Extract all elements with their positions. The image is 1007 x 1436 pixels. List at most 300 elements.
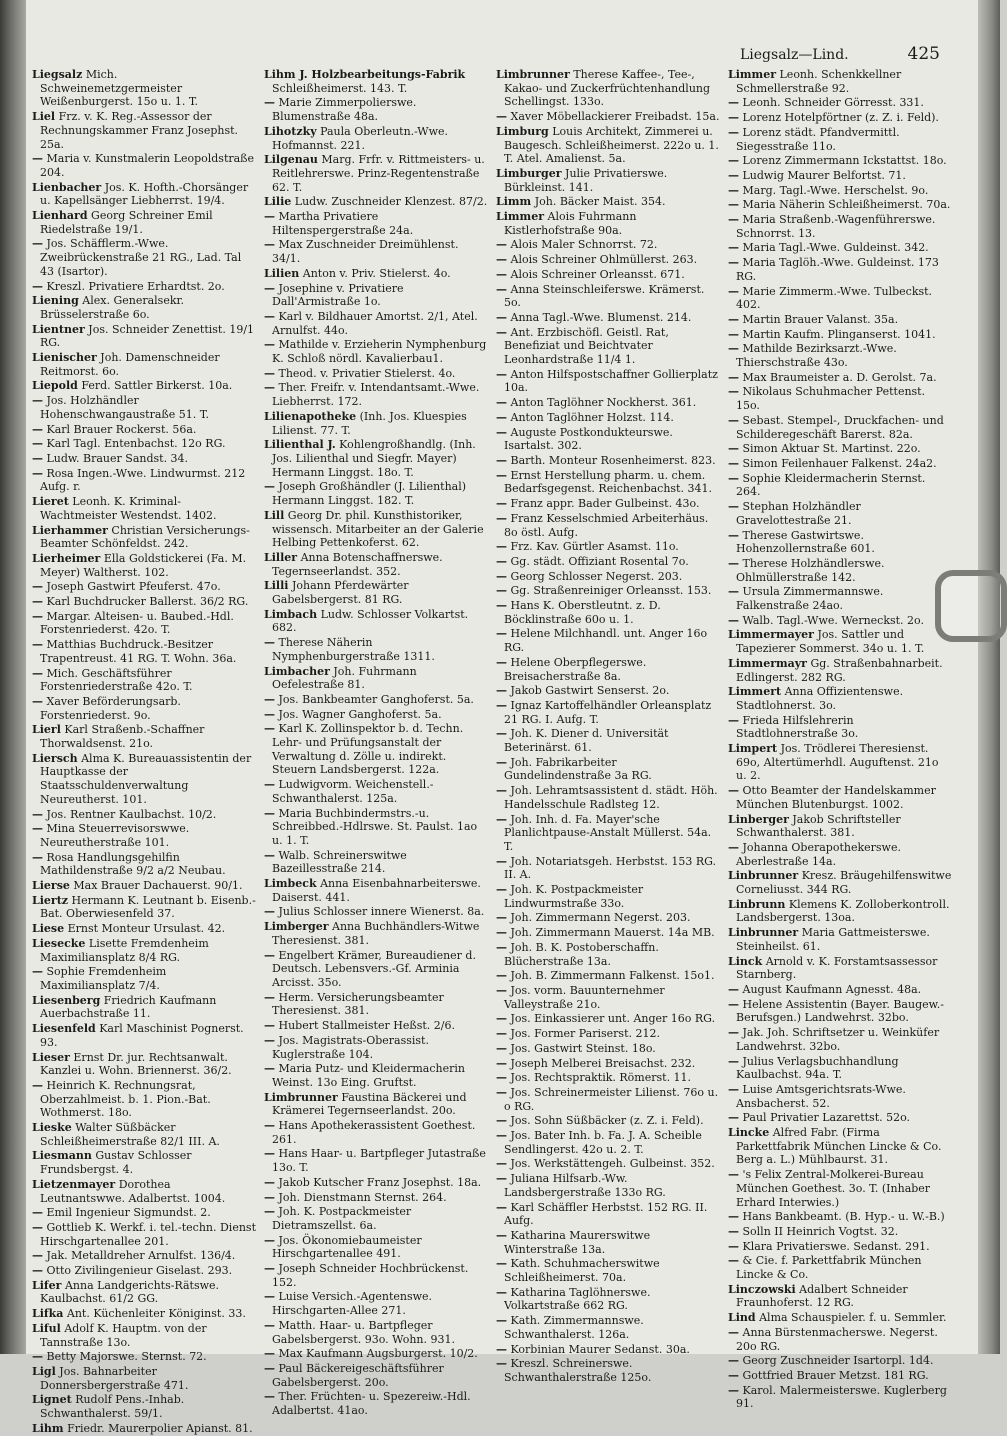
directory-entry: [728, 926, 952, 953]
entry-details: Karl Brauer Rockerst. 56a.: [46, 422, 197, 436]
directory-entry: [496, 311, 720, 325]
directory-entry: [32, 937, 256, 964]
entry-details: Ther. Freifr. v. Intendantsamt.-Wwe. Liebherrst. 172.: [272, 381, 480, 409]
entry-details: Maria Tagl.-Wwe. Guldeinst. 342.: [742, 241, 929, 255]
entry-details: Franz appr. Bader Gulbeinst. 43o.: [510, 497, 700, 511]
entry-details: Joseph Melberei Breisachst. 232.: [510, 1056, 696, 1070]
entry-details: Katharina Taglöhnerswe. Volkartstraße 662 RG.: [504, 1285, 651, 1313]
directory-entry: [32, 1365, 256, 1392]
directory-entry: [32, 1279, 256, 1306]
entry-surname: —: [264, 1190, 275, 1204]
directory-entry: [264, 267, 488, 281]
directory-entry: [496, 584, 720, 598]
book-binding-shadow: [0, 0, 26, 1354]
entry-details: Jos. Bater Inh. b. Fa. J. A. Scheible Sendlingerst. 42o u. 2. T.: [504, 1129, 702, 1156]
entry-details: Helene Oberpflegerswe. Breisacherstraße 8a.: [504, 655, 647, 683]
entry-surname: —: [32, 279, 43, 293]
directory-entry: [728, 784, 952, 811]
entry-details: Jos. Werkstättengeh. Gulbeinst. 352.: [510, 1157, 715, 1171]
entry-surname: —: [728, 1026, 739, 1040]
entry-details: Julius Verlagsbuchhandlung Kaulbachst. 94a. T.: [736, 1054, 899, 1082]
entry-surname: —: [496, 453, 507, 467]
directory-entry: [728, 169, 952, 183]
entry-details: Friedr. Maurerpolier Apianst. 81.: [67, 1421, 253, 1435]
entry-details: Martin Kaufm. Plinganserst. 1041.: [742, 327, 936, 341]
entry-details: Joh. Damenschneider Reitmorst. 6o.: [40, 351, 220, 378]
directory-entry: [496, 855, 720, 882]
entry-surname: —: [728, 413, 739, 427]
entry-surname: Liepold: [32, 379, 78, 393]
directory-entry: [728, 813, 952, 840]
entry-surname: —: [496, 755, 507, 769]
entry-details: Rosa Ingen.-Wwe. Lindwurmst. 212 Aufg. r.: [40, 466, 246, 494]
entry-surname: —: [496, 1157, 507, 1171]
entry-surname: —: [728, 784, 739, 798]
entry-surname: —: [264, 722, 275, 736]
entry-details: Maria Putz- und Kleidermacherin Weinst. 13o Eing. Gruftst.: [272, 1062, 465, 1089]
directory-entry: [264, 778, 488, 805]
entry-surname: —: [264, 1033, 275, 1047]
entry-details: Frz. v. K. Reg.-Assessor der Rechnungskammer Franz Josephst. 25a.: [40, 110, 239, 151]
directory-entry: [728, 1026, 952, 1053]
entry-surname: —: [496, 325, 507, 339]
entry-surname: —: [728, 1325, 739, 1339]
page-header: [740, 44, 940, 64]
entry-surname: —: [728, 256, 739, 270]
directory-entry: [264, 1176, 488, 1190]
directory-entry: [496, 941, 720, 968]
entry-surname: Lierhammer: [32, 523, 108, 537]
entry-surname: —: [264, 381, 275, 395]
entry-surname: —: [496, 1342, 507, 1356]
entry-surname: —: [496, 1228, 507, 1242]
directory-entry: [264, 96, 488, 123]
entry-surname: Lieret: [32, 495, 69, 509]
directory-entry: [496, 1129, 720, 1156]
directory-entry: [496, 396, 720, 410]
entry-details: & Cie. f. Parkettfabrik München Lincke & Co.: [736, 1254, 922, 1282]
entry-surname: Lihm J. Holzbearbeitungs-Fabrik: [264, 68, 466, 81]
entry-details: Jos. vorm. Bauunternehmer Valleystraße 21o.: [504, 984, 665, 1011]
entry-surname: —: [728, 198, 739, 212]
entry-details: Jak. Joh. Schriftsetzer u. Weinküfer Landwehrst. 32bo.: [736, 1026, 940, 1053]
directory-entry: [32, 294, 256, 321]
entry-surname: Limmermayr: [728, 656, 807, 670]
entry-details: Karl Straßenb.-Schaffner Thorwaldsenst. 21o.: [40, 723, 205, 751]
entry-surname: —: [264, 238, 275, 252]
entry-surname: —: [496, 511, 507, 525]
entry-surname: Linbrunn: [728, 897, 786, 911]
entry-surname: —: [496, 698, 507, 712]
entry-surname: —: [496, 497, 507, 511]
entry-surname: Lietzenmayer: [32, 1177, 116, 1191]
directory-entry: [496, 699, 720, 726]
entry-details: Christian Versicherungs-Beamter Schönfeldst. 242.: [40, 523, 250, 551]
entry-surname: —: [264, 636, 275, 650]
running-title: Liegsalz—Lind.: [740, 47, 849, 63]
entry-details: Ludw. Brauer Sandst. 34.: [46, 451, 189, 465]
directory-entry: [264, 579, 488, 606]
entry-details: Kath. Schuhmacherswitwe Schleißheimerst. 70a.: [504, 1257, 660, 1285]
entry-details: Karol. Malermeisterswe. Kuglerberg 91.: [736, 1383, 947, 1411]
entry-details: Jakob Gastwirt Senserst. 2o.: [510, 684, 670, 698]
directory-entry: [32, 110, 256, 151]
directory-entry: [728, 742, 952, 783]
entry-details: Frz. Kav. Gürtler Asamst. 11o.: [510, 540, 679, 554]
directory-entry: [728, 371, 952, 385]
entry-details: Alois Schreiner Ohlmüllerst. 263.: [510, 253, 698, 267]
directory-entry: [496, 813, 720, 854]
directory-entry: [728, 198, 952, 212]
entry-details: Simon Aktuar St. Martinst. 22o.: [742, 442, 921, 456]
directory-entry: [728, 714, 952, 741]
directory-entry: [496, 540, 720, 554]
directory-entry: [32, 1221, 256, 1248]
entry-details: Katharina Maurerswitwe Winterstraße 13a.: [504, 1228, 651, 1256]
entry-surname: Linberger: [728, 812, 789, 826]
entry-details: Hans Bankbeamt. (B. Hyp.- u. W.-B.): [742, 1210, 945, 1224]
directory-entry: [728, 1225, 952, 1239]
entry-details: Sophie Kleidermacherin Sternst. 264.: [736, 471, 926, 499]
entry-surname: —: [264, 1361, 275, 1375]
entry-details: Maria Gattmeisterswe. Steinheilst. 61.: [736, 926, 930, 953]
entry-surname: —: [728, 327, 739, 341]
entry-surname: —: [32, 694, 43, 708]
directory-entry: [264, 1290, 488, 1317]
entry-details: Jos. Wagner Ganghoferst. 5a.: [278, 707, 442, 721]
directory-entry: [264, 1119, 488, 1146]
entry-surname: Limburger: [496, 166, 562, 180]
entry-details: Joseph Großhändler (J. Lilienthal) Hermann Linggst. 182. T.: [272, 480, 467, 508]
directory-entry: [32, 351, 256, 378]
entry-details: Maria Buchbindermstrs.-u. Schreibbed.-Hdlrswe. St. Paulst. 1ao u. 1. T.: [272, 806, 478, 847]
entry-details: August Kaufmann Agnesst. 48a.: [742, 983, 922, 996]
entry-details: Joh. B. K. Postoberschaffn. Blücherstraße 13a.: [504, 940, 659, 968]
directory-entry: [32, 495, 256, 522]
entry-surname: —: [32, 394, 43, 408]
entry-details: Alma K. Bureauassistentin der Hauptkasse der Staatsschuldenverwaltung Neureutherst. 101.: [40, 751, 252, 806]
entry-details: Jos. Gastwirt Steinst. 18o.: [510, 1041, 656, 1055]
directory-entry: [496, 984, 720, 1011]
entry-surname: —: [496, 267, 507, 281]
directory-entry: [264, 1347, 488, 1361]
entry-details: Walb. Tagl.-Wwe. Werneckst. 2o.: [742, 613, 924, 627]
directory-entry: [264, 665, 488, 692]
directory-entry: [496, 1201, 720, 1228]
entry-details: Max Kaufmann Augsburgerst. 10/2.: [278, 1347, 478, 1361]
entry-surname: —: [496, 468, 507, 482]
entry-details: Arnold v. K. Forstamtsassessor Starnberg.: [736, 954, 938, 982]
entry-surname: —: [264, 281, 275, 295]
entry-surname: Lienhard: [32, 209, 88, 223]
entry-details: Jos. Rechtspraktik. Römerst. 11.: [510, 1071, 692, 1085]
entry-details: Walb. Schreinerswitwe Bazeillesstraße 214.: [272, 848, 407, 876]
entry-details: Max Braumeister a. D. Gerolst. 7a.: [742, 370, 937, 384]
directory-entry: [496, 68, 720, 109]
entry-details: Louis Architekt, Zimmerei u. Baugesch. Schleißheimerst. 222o u. 1. T. Atel. Amalienst. 5a.: [504, 124, 719, 166]
directory-entry: [32, 1206, 256, 1220]
directory-entry: [728, 1240, 952, 1254]
directory-entry: [496, 469, 720, 496]
entry-details: Ther. Früchten- u. Spezereiw.-Hdl. Adalbertst. 41ao.: [272, 1390, 471, 1418]
entry-details: Paul Privatier Lazarettst. 52o.: [742, 1111, 911, 1125]
entry-surname: —: [496, 396, 507, 410]
entry-details: Anton Taglöhner Nockherst. 361.: [510, 396, 697, 410]
directory-entry: [496, 784, 720, 811]
directory-entry: [32, 610, 256, 637]
entry-details: Otto Zivilingenieur Giselast. 293.: [46, 1264, 233, 1278]
directory-entry: [728, 529, 952, 556]
entry-details: Anna Landgerichts-Rätswe. Kaulbachst. 61/2 GG.: [40, 1278, 220, 1306]
entry-surname: Lifer: [32, 1278, 62, 1292]
directory-entry: [32, 808, 256, 822]
directory-entry: [32, 552, 256, 579]
directory-entry: [728, 657, 952, 684]
directory-entry: [264, 509, 488, 550]
entry-details: Anna Bürstenmacherswe. Negerst. 20o RG.: [736, 1325, 938, 1353]
entry-surname: Limbach: [264, 607, 318, 621]
directory-entry: [32, 437, 256, 451]
entry-surname: —: [728, 284, 739, 298]
entry-details: Rudolf Pens.-Inhab. Schwanthalerst. 59/1.: [40, 1393, 185, 1421]
directory-entry: [496, 1357, 720, 1384]
entry-surname: —: [496, 599, 507, 613]
entry-details: Joh. K. Postpackmeister Dietramszellst. 6a.: [272, 1205, 412, 1232]
entry-details: Alois Fuhrmann Kistlerhofstraße 90a.: [504, 210, 637, 237]
directory-entry: [496, 570, 720, 584]
directory-entry: [496, 1157, 720, 1171]
directory-entry: [496, 1057, 720, 1071]
entry-surname: —: [496, 911, 507, 925]
entry-details: Joh. Bäcker Maist. 354.: [534, 195, 666, 209]
entry-surname: —: [32, 822, 43, 836]
entry-surname: —: [728, 1168, 739, 1182]
entry-surname: Liesecke: [32, 936, 86, 950]
entry-surname: —: [496, 282, 507, 296]
entry-surname: —: [728, 1210, 739, 1224]
directory-entry: [728, 1210, 952, 1224]
entry-details: Georg Dr. phil. Kunsthistoriker, wissensch. Mitarbeiter an der Galerie Helbing Pettenkoferst. 62.: [272, 508, 484, 550]
directory-entry: [264, 195, 488, 209]
directory-entry: [728, 111, 952, 125]
directory-entry: [496, 1229, 720, 1256]
entry-surname: —: [32, 807, 43, 821]
entry-details: Ant. Küchenleiter Königinst. 33.: [66, 1307, 246, 1321]
entry-details: Jos. Schäfflerm.-Wwe. Zweibrückenstraße 21 RG., Lad. Tal 43 (Isartor).: [40, 237, 242, 278]
directory-entry: [264, 153, 488, 194]
entry-surname: —: [32, 666, 43, 680]
directory-entry: [32, 394, 256, 421]
entry-details: Herm. Versicherungsbeamter Theresienst. 381.: [272, 990, 444, 1018]
entry-details: Ant. Erzbischöfl. Geistl. Rat, Benefiziat und Beichtvater Leonhardstraße 11/4 1.: [504, 325, 669, 367]
entry-details: Matthias Buchdruck.-Besitzer Trapentreust. 41 RG. T. Wohn. 36a.: [40, 638, 237, 665]
entry-details: Adolf K. Hauptm. von der Tannstraße 13o.: [40, 1321, 207, 1349]
entry-surname: —: [728, 840, 739, 854]
entry-details: Karl K. Zollinspektor b. d. Techn. Lehr- und Prüfungsanstalt der Verwaltung d. Zölle u. indirekt. Steuern Landsbergerst. 122a.: [272, 722, 464, 777]
entry-details: Betty Majorswe. Sternst. 72.: [46, 1350, 207, 1364]
entry-details: Sophie Fremdenheim Maximiliansplatz 7/4.: [40, 965, 167, 992]
entry-surname: —: [264, 210, 275, 224]
entry-surname: —: [264, 480, 275, 494]
entry-surname: —: [728, 213, 739, 227]
directory-entry: [32, 1178, 256, 1205]
entry-details: Karl Maschinist Pognerst. 93.: [40, 1022, 244, 1049]
entry-details: Therese Näherin Nymphenburgerstraße 1311.: [272, 636, 435, 663]
directory-entry: [728, 1055, 952, 1082]
entry-surname: —: [496, 1314, 507, 1328]
directory-entry: [496, 426, 720, 453]
entry-surname: —: [32, 1220, 43, 1234]
entry-details: Joh. Lehramtsassistent d. städt. Höh. Handelsschule Radlsteg 12.: [504, 784, 718, 811]
entry-details: Jos. Holzhändler Hohenschwangaustraße 51. T.: [40, 394, 209, 421]
entry-details: Therese Kaffee-, Tee-, Kakao- und Zuckerfrüchtenhandlung Schellingst. 133o.: [504, 68, 711, 109]
entry-surname: —: [496, 969, 507, 983]
entry-surname: —: [32, 595, 43, 609]
entry-surname: Lierheimer: [32, 551, 101, 565]
entry-surname: —: [728, 370, 739, 384]
entry-surname: —: [728, 456, 739, 470]
entry-surname: —: [728, 312, 739, 326]
entry-details: Hans Haar- u. Bartpfleger Jutastraße 13o. T.: [272, 1147, 486, 1175]
entry-surname: —: [32, 638, 43, 652]
directory-entry: [496, 684, 720, 698]
entry-details: Karl Buchdrucker Ballerst. 36/2 RG.: [46, 595, 249, 609]
entry-details: Theod. v. Privatier Stielerst. 4o.: [278, 366, 456, 380]
entry-details: Joseph Gastwirt Pfeuferst. 47o.: [46, 580, 221, 594]
directory-entry: [264, 480, 488, 507]
directory-entry: [728, 1326, 952, 1353]
entry-surname: Liegsalz: [32, 68, 83, 81]
entry-surname: —: [496, 569, 507, 583]
entry-details: Auguste Postkondukteurswe. Isartalst. 302.: [504, 425, 673, 453]
entry-details: Johanna Oberapothekerswe. Aberlestraße 14a.: [736, 840, 901, 868]
directory-entry: [264, 877, 488, 904]
entry-surname: —: [728, 1254, 739, 1268]
directory-entry: [728, 414, 952, 441]
entry-details: Gg. Straßenbahnarbeit. Edlingerst. 282 RG.: [736, 656, 943, 684]
entry-details: Faustina Bäckerei und Krämerei Tegernseerlandst. 20o.: [272, 1090, 467, 1118]
directory-entry: [496, 969, 720, 983]
directory-entry: [264, 1205, 488, 1232]
entry-surname: —: [728, 471, 739, 485]
entry-details: Paula Oberleutn.-Wwe. Hofmannst. 221.: [272, 124, 449, 152]
directory-entry: [496, 268, 720, 282]
entry-details: Korbinian Maurer Sedanst. 30a.: [510, 1342, 690, 1356]
entry-surname: Limbacher: [264, 664, 330, 678]
directory-entry: [32, 1264, 256, 1278]
entry-details: Ludwigvorm. Weichenstell.-Schwanthalerst. 125a.: [272, 778, 434, 805]
directory-entry: [728, 328, 952, 342]
entry-details: Adalbert Schneider Fraunhoferst. 12 RG.: [736, 1282, 908, 1310]
directory-entry: [728, 126, 952, 153]
entry-details: Marie Zimmerpolierswe. Blumenstraße 48a.: [272, 96, 417, 124]
entry-details: Stephan Holzhändler Gravelottestraße 21.: [736, 500, 861, 527]
entry-surname: —: [496, 584, 507, 598]
directory-entry: [264, 708, 488, 722]
directory-entry: [32, 181, 256, 208]
directory-entry: [264, 1362, 488, 1389]
entry-surname: Lierse: [32, 879, 70, 893]
entry-surname: —: [728, 613, 739, 627]
directory-columns: [32, 68, 952, 1435]
directory-entry: [728, 457, 952, 471]
directory-entry: [496, 656, 720, 683]
entry-surname: Lilli: [264, 579, 289, 593]
entry-details: Ignaz Kartoffelhändler Orleansplatz 21 RG. I. Aufg. T.: [504, 698, 712, 726]
entry-details: Helene Assistentin (Bayer. Baugew.-Berufsgen.) Landwehrst. 32bo.: [736, 997, 944, 1025]
directory-entry: [264, 68, 488, 95]
entry-surname: Lincke: [728, 1126, 770, 1140]
entry-surname: Lieske: [32, 1121, 72, 1135]
directory-entry: [264, 381, 488, 408]
entry-details: Leonh. Schneider Görresst. 331.: [742, 96, 924, 110]
entry-details: Anton Hilfspostschaffner Gollierplatz 10a.: [504, 367, 718, 395]
entry-details: Simon Feilenhauer Falkenst. 24a2.: [742, 456, 937, 470]
entry-details: Lisette Fremdenheim Maximiliansplatz 8/4 RG.: [40, 936, 209, 964]
entry-surname: Linck: [728, 954, 763, 968]
entry-details: Martha Privatiere Hiltenspergerstraße 24a.: [272, 210, 414, 237]
entry-details: Luise Amtsgerichtsrats-Wwe. Ansbacherst. 52.: [736, 1082, 906, 1110]
directory-entry: [264, 807, 488, 848]
entry-surname: —: [496, 727, 507, 741]
entry-surname: —: [496, 854, 507, 868]
directory-entry: [32, 152, 256, 179]
entry-details: Joh. Notariatsgeh. Herbstst. 153 RG. II. A.: [504, 854, 717, 882]
entry-details: Gottfried Brauer Metzst. 181 RG.: [742, 1368, 929, 1382]
entry-details: Julie Privatierswe. Bürkleinst. 141.: [504, 166, 668, 194]
entry-details: Alois Maler Schnorrst. 72.: [510, 238, 658, 252]
entry-surname: Limmert: [728, 685, 782, 699]
entry-details: Therese Gastwirtswe. Hohenzollernstraße 601.: [736, 528, 875, 556]
entry-details: Barth. Monteur Rosenheimerst. 823.: [510, 453, 716, 467]
directory-entry: [264, 920, 488, 947]
entry-surname: Limbrunner: [496, 68, 570, 81]
entry-details: Jos. Magistrats-Oberassist. Kuglerstraße 104.: [272, 1033, 429, 1061]
directory-entry: [32, 894, 256, 921]
directory-entry: [32, 1322, 256, 1349]
entry-details: Friedrich Kaufmann Auerbachstraße 11.: [40, 993, 217, 1021]
column-1: [32, 68, 256, 1435]
entry-surname: —: [264, 1347, 275, 1361]
entry-surname: Lind: [728, 1311, 756, 1325]
entry-surname: —: [496, 926, 507, 940]
entry-surname: —: [32, 609, 43, 623]
directory-entry: [728, 628, 952, 655]
entry-surname: —: [728, 500, 739, 514]
entry-details: Klemens K. Zolloberkontroll. Landsbergerst. 13oa.: [736, 897, 950, 925]
directory-entry: [496, 253, 720, 267]
directory-entry: [264, 1147, 488, 1174]
entry-details: Joh. Fuhrmann Oefelestraße 81.: [272, 664, 417, 692]
directory-entry: [728, 557, 952, 584]
entry-surname: Linbrunner: [728, 926, 799, 940]
entry-details: Frieda Hilfslehrerin Stadtlohnerstraße 3o.: [736, 713, 859, 741]
entry-surname: —: [264, 1390, 275, 1404]
entry-surname: —: [32, 437, 43, 451]
entry-details: Jos. Bankbeamter Ganghoferst. 5a.: [278, 692, 474, 706]
entry-surname: Liertz: [32, 893, 69, 907]
entry-details: Margar. Alteisen- u. Baubed.-Hdl. Forstenriederst. 42o. T.: [40, 609, 234, 637]
directory-entry: [496, 512, 720, 539]
entry-details: Therese Holzhändlerswe. Ohlmüllerstraße 142.: [736, 556, 885, 584]
directory-entry: [728, 154, 952, 168]
entry-surname: —: [264, 1290, 275, 1304]
entry-surname: —: [32, 451, 43, 465]
directory-entry: [32, 379, 256, 393]
entry-surname: —: [496, 1357, 507, 1371]
directory-entry: [264, 991, 488, 1018]
directory-entry: [264, 1234, 488, 1261]
